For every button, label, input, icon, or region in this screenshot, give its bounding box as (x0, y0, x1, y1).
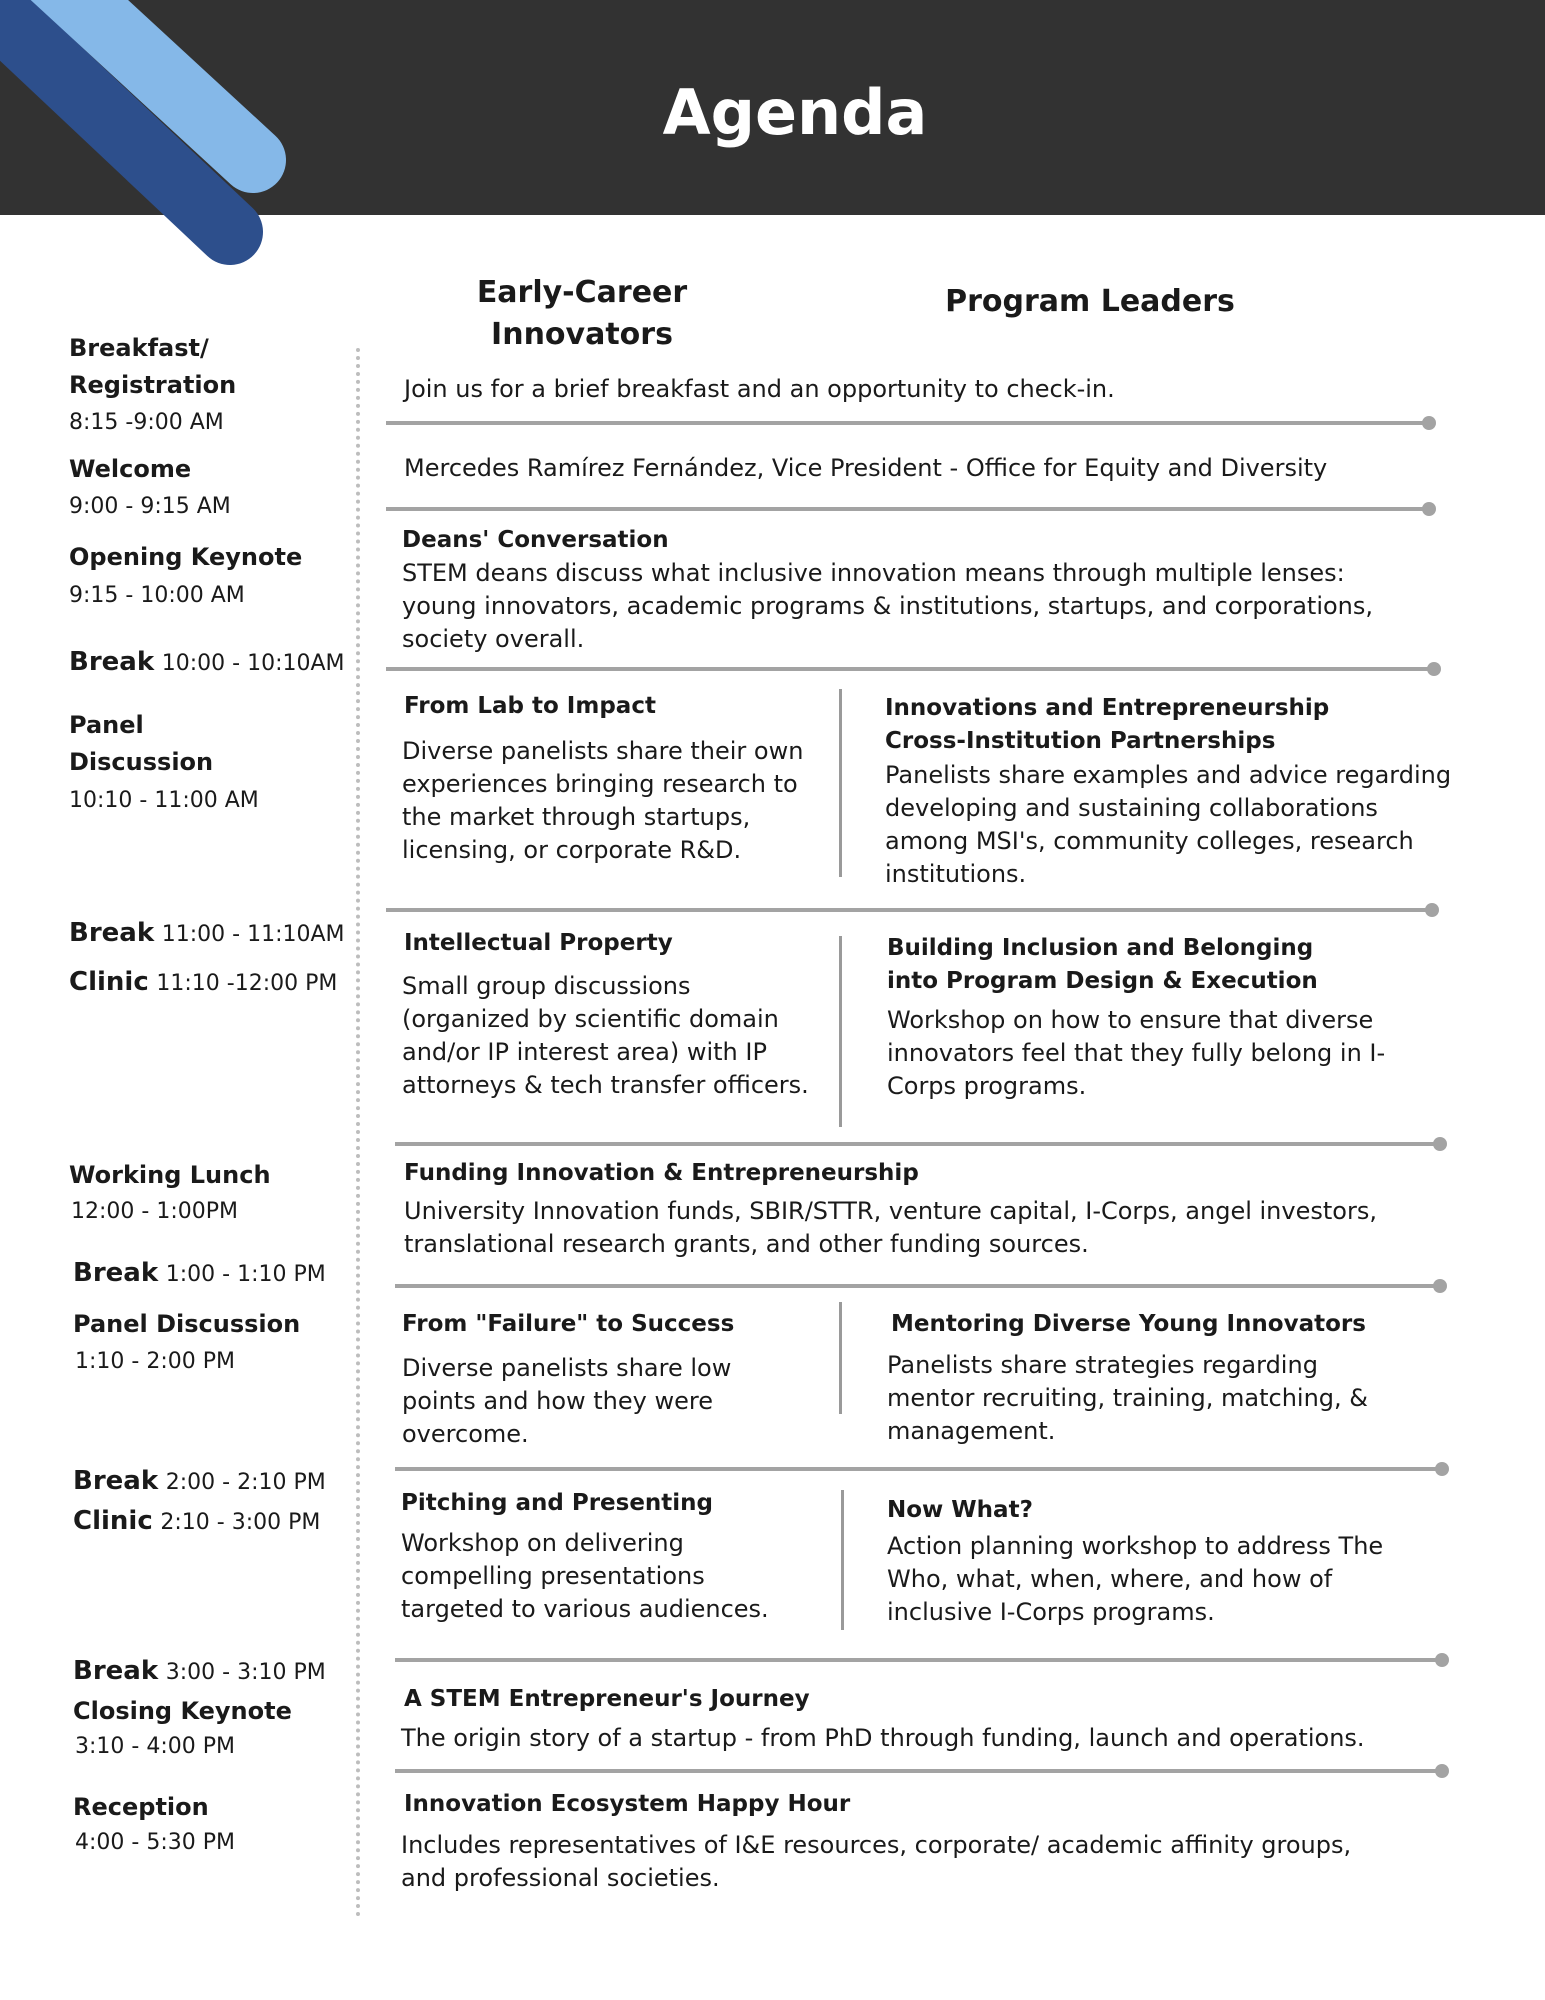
ip-description: Small group discussions (organized by scientific domain and/or IP interest area) with IP attorneys & tech transfer officers. (402, 972, 809, 1099)
failure-title: From "Failure" to Success (402, 1311, 735, 1337)
stripe-overflow-decoration (0, 0, 320, 290)
break-4-label: Break (73, 1466, 159, 1496)
separator (395, 1658, 1442, 1662)
separator (395, 1142, 1440, 1146)
clinic-2-time: 2:10 - 3:00 PM (160, 1510, 321, 1535)
working-lunch-time: 12:00 - 1:00PM (71, 1199, 238, 1224)
breakfast-description: Join us for a brief breakfast and an opportunity to check-in. (404, 375, 1115, 403)
welcome-label: Welcome (69, 455, 192, 483)
clinic-2 (73, 1505, 320, 1539)
break-2 (69, 917, 345, 951)
clinic-1-label: Clinic (69, 967, 149, 997)
closing-keynote-label: Closing Keynote (73, 1697, 292, 1725)
column-divider (839, 689, 842, 877)
inclusion-title: Building Inclusion and Belonging into Program Design & Execution (887, 935, 1318, 994)
pitching-title: Pitching and Presenting (401, 1490, 714, 1516)
welcome-description: Mercedes Ramírez Fernández, Vice President - Office for Equity and Diversity (404, 454, 1328, 482)
ip-title: Intellectual Property (404, 930, 673, 956)
now-what-title: Now What? (887, 1497, 1033, 1523)
happy-hour-description: Includes representatives of I&E resources, corporate/ academic affinity groups, and professional societies. (401, 1831, 1352, 1892)
funding-title: Funding Innovation & Entrepreneurship (404, 1160, 919, 1186)
column-divider (839, 1302, 842, 1414)
separator (395, 1467, 1442, 1471)
page-title: Agenda (662, 76, 928, 149)
separator (386, 421, 1429, 425)
mentoring-title: Mentoring Diverse Young Innovators (891, 1311, 1366, 1337)
journey-title: A STEM Entrepreneur's Journey (404, 1686, 810, 1712)
clinic-1-time: 11:10 -12:00 PM (156, 971, 338, 996)
deans-description: STEM deans discuss what inclusive innovation means through multiple lenses: young innovators, academic programs & institutions, startups, and corporations, society overall. (402, 559, 1374, 653)
journey-description: The origin story of a startup - from PhD through funding, launch and operations. (401, 1724, 1365, 1752)
panel-1-time: 10:10 - 11:00 AM (69, 788, 259, 813)
timeline-divider (356, 348, 360, 1918)
ie-partnerships-description: Panelists share examples and advice regarding developing and sustaining collaborations among MSI's, community colleges, research institutions. (885, 761, 1452, 888)
break-4 (73, 1465, 326, 1499)
lab-impact-description: Diverse panelists share their own experiences bringing research to the market through startups, licensing, or corporate R&D. (402, 737, 804, 864)
panel-2-label: Panel Discussion (73, 1310, 301, 1338)
break-1 (69, 646, 345, 680)
column-divider (839, 936, 842, 1127)
separator (386, 908, 1432, 912)
column-header-early-career: Early-Career Innovators (476, 275, 688, 352)
break-1-time: 10:00 - 10:10AM (161, 651, 345, 676)
ie-partnerships-title: Innovations and Entrepreneurship Cross-Institution Partnerships (885, 695, 1330, 754)
break-5-time: 3:00 - 3:10 PM (165, 1660, 326, 1685)
pitching-description: Workshop on delivering compelling presentations targeted to various audiences. (401, 1529, 769, 1623)
column-header-program-leaders: Program Leaders (945, 284, 1235, 319)
break-4-time: 2:00 - 2:10 PM (165, 1470, 326, 1495)
now-what-description: Action planning workshop to address The Who, what, when, where, and how of inclusive I-Corps programs. (887, 1532, 1384, 1626)
lab-impact-title: From Lab to Impact (404, 693, 656, 719)
clinic-1 (69, 966, 337, 1000)
break-5 (73, 1655, 326, 1689)
break-2-label: Break (69, 918, 155, 948)
break-5-label: Break (73, 1656, 159, 1686)
break-2-time: 11:00 - 11:10AM (161, 922, 345, 947)
separator (395, 1284, 1440, 1288)
reception-label: Reception (73, 1793, 209, 1821)
separator (386, 667, 1434, 671)
separator (395, 1769, 1442, 1773)
happy-hour-title: Innovation Ecosystem Happy Hour (404, 1791, 851, 1817)
deans-title: Deans' Conversation (402, 527, 669, 553)
welcome-time: 9:00 - 9:15 AM (69, 494, 231, 519)
opening-keynote-time: 9:15 - 10:00 AM (69, 583, 245, 608)
breakfast-time: 8:15 -9:00 AM (69, 410, 224, 435)
reception-time: 4:00 - 5:30 PM (75, 1830, 235, 1855)
break-3 (73, 1257, 326, 1291)
mentoring-description: Panelists share strategies regarding mentor recruiting, training, matching, & management. (887, 1351, 1368, 1445)
opening-keynote-label: Opening Keynote (69, 543, 303, 571)
breakfast-label: Breakfast/ Registration (69, 334, 237, 399)
closing-keynote-time: 3:10 - 4:00 PM (75, 1734, 235, 1759)
column-divider (841, 1490, 844, 1630)
failure-description: Diverse panelists share low points and how they were overcome. (402, 1354, 732, 1448)
break-1-label: Break (69, 647, 155, 677)
break-3-label: Break (73, 1258, 159, 1288)
inclusion-description: Workshop on how to ensure that diverse innovators feel that they fully belong in I- Corps programs. (887, 1006, 1386, 1100)
break-3-time: 1:00 - 1:10 PM (165, 1262, 326, 1287)
funding-description: University Innovation funds, SBIR/STTR, venture capital, I-Corps, angel investors, translational research grants, and other funding sources. (404, 1197, 1377, 1258)
separator (386, 507, 1429, 511)
working-lunch-label: Working Lunch (69, 1161, 271, 1189)
panel-1-label: Panel Discussion (69, 711, 214, 776)
clinic-2-label: Clinic (73, 1506, 153, 1536)
panel-2-time: 1:10 - 2:00 PM (75, 1349, 235, 1374)
